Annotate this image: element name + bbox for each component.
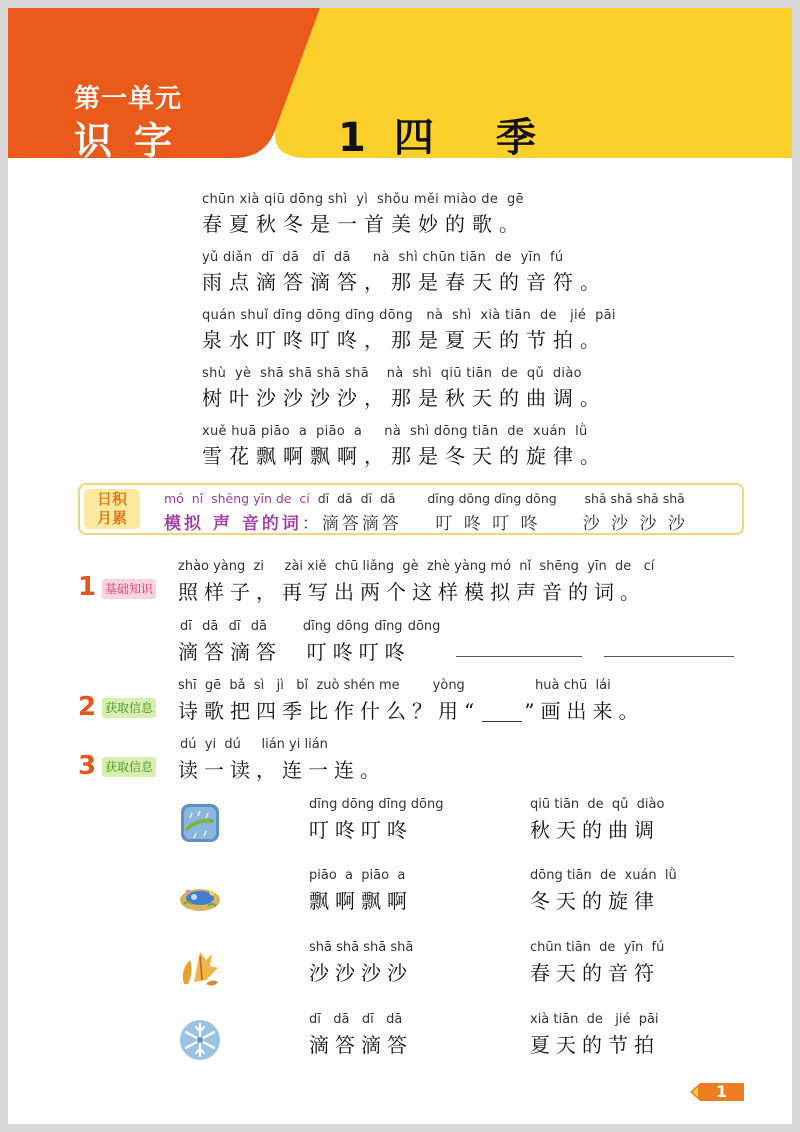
match-left-pinyin: shā shā shā shā: [309, 940, 414, 955]
spring-pond-icon[interactable]: [178, 874, 222, 918]
accumulation-pinyin: [164, 491, 685, 506]
poem: [202, 190, 762, 480]
poem-pinyin: xuě huā piāo a piāo a nà shì dōng tiān de xuán lǜ: [202, 424, 588, 439]
match-left-item[interactable]: 飘啊飘啊: [309, 889, 413, 913]
exercise-3-question: 读一读，连一连。: [178, 758, 386, 782]
autumn-leaves-icon[interactable]: [176, 946, 220, 990]
match-right-item[interactable]: 冬天的旋律: [530, 889, 660, 913]
exercise-2-question-part-1: 诗歌把四季比作什么？用“: [178, 699, 481, 723]
lesson-title: [338, 106, 536, 163]
accumulation-words-pinyin: dī dā dī dā dīng dōng dīng dōng shā shā shā shā: [309, 491, 685, 506]
poem-line: [202, 190, 762, 248]
accumulation-box: [78, 483, 744, 535]
exercise-2-tag: 获取信息: [102, 698, 156, 718]
match-left-item[interactable]: 沙沙沙沙: [309, 961, 413, 985]
match-left-item[interactable]: 滴答滴答: [309, 1033, 413, 1057]
section-label: 识字: [74, 119, 195, 163]
exercise-1-pinyin: zhào yàng zi zài xiě chū liǎng gè zhè yàng mó nǐ shēng yīn de cí: [178, 559, 655, 574]
accumulation-label-pinyin: mó nǐ shēng yīn de cí: [164, 491, 310, 506]
exercise-3-number: 3: [78, 751, 97, 781]
match-left-pinyin: piāo a piāo a: [309, 868, 406, 883]
unit-label: 第一单元: [74, 84, 183, 114]
match-right-pinyin: xià tiān de jié pāi: [530, 1012, 659, 1027]
exercise-1-question: 照样子，再写出两个这样模拟声音的词。: [178, 580, 646, 604]
match-left-pinyin: dīng dōng dīng dōng: [309, 797, 444, 812]
poem-text: 雪花飘啊飘啊，那是冬天的旋律。: [202, 444, 607, 468]
exercise-3-pinyin: dú yi dú lián yi lián: [180, 737, 328, 752]
rain-icon[interactable]: [178, 801, 222, 845]
exercise-2-pinyin: shī gē bǎ sì jì bǐ zuò shén me yòng huà chū lái: [178, 678, 611, 693]
poem-pinyin: chūn xià qiū dōng shì yì shǒu měi miào de gē: [202, 192, 524, 207]
exercise-3-tag: 获取信息: [102, 757, 156, 777]
lesson-title-char-2: 季: [495, 115, 536, 161]
accumulation-words: ：滴答滴答 叮 咚 叮 咚 沙 沙 沙 沙: [301, 514, 688, 534]
exercise-1-tag: 基础知识: [102, 579, 156, 599]
poem-line: [202, 248, 762, 306]
accumulation-text: [164, 509, 688, 534]
poem-pinyin: yǔ diǎn dī dā dī dā nà shì chūn tiān de yīn fú: [202, 250, 564, 265]
lesson-title-char-1: 四: [393, 115, 434, 161]
underline-sample: [482, 704, 522, 722]
answer-blank-1[interactable]: [456, 656, 582, 657]
match-right-pinyin: qiū tiān de qǔ diào: [530, 797, 665, 812]
accumulation-tag-line-2: 月累: [96, 509, 127, 527]
match-right-item[interactable]: 夏天的节拍: [530, 1033, 660, 1057]
match-left-pinyin: dī dā dī dā: [309, 1012, 403, 1027]
poem-text: 树叶沙沙沙沙，那是秋天的曲调。: [202, 386, 607, 410]
match-right-item[interactable]: 秋天的曲调: [530, 818, 660, 842]
exercise-2-question-part-2: ”画出来。: [524, 699, 645, 723]
lesson-number: 1: [338, 115, 366, 161]
poem-pinyin: quán shuǐ dīng dōng dīng dōng nà shì xià tiān de jié pāi: [202, 308, 616, 323]
exercise-2-number: 2: [78, 692, 97, 722]
poem-line: [202, 364, 762, 422]
unit-banner: [8, 8, 792, 163]
poem-line: [202, 306, 762, 364]
exercise-1-number: 1: [78, 572, 97, 602]
match-left-item[interactable]: 叮咚叮咚: [309, 818, 413, 842]
poem-text: 雨点滴答滴答，那是春天的音符。: [202, 270, 607, 294]
match-right-pinyin: dōng tiān de xuán lǜ: [530, 868, 677, 883]
poem-text: 春夏秋冬是一首美妙的歌。: [202, 212, 526, 236]
answer-blank-2[interactable]: [604, 656, 734, 657]
accumulation-tag-line-1: 日积: [96, 490, 127, 508]
snowflake-icon[interactable]: [178, 1018, 222, 1062]
exercise-2-question: [178, 695, 644, 724]
accumulation-tag: [84, 489, 140, 529]
exercise-1-example-pinyin: dī dā dī dā dīng dōng dīng dōng: [180, 619, 441, 634]
poem-text: 泉水叮咚叮咚，那是夏天的节拍。: [202, 328, 607, 352]
accumulation-label: 模拟 声 音的词: [164, 514, 302, 534]
page-number: 1: [716, 1082, 728, 1101]
poem-pinyin: shù yè shā shā shā shā nà shì qiū tiān de qǔ diào: [202, 366, 582, 381]
match-right-pinyin: chūn tiān de yīn fú: [530, 940, 665, 955]
match-right-item[interactable]: 春天的音符: [530, 961, 660, 985]
exercise-1-example: 滴答滴答 叮咚叮咚: [178, 640, 411, 664]
poem-line: [202, 422, 762, 480]
